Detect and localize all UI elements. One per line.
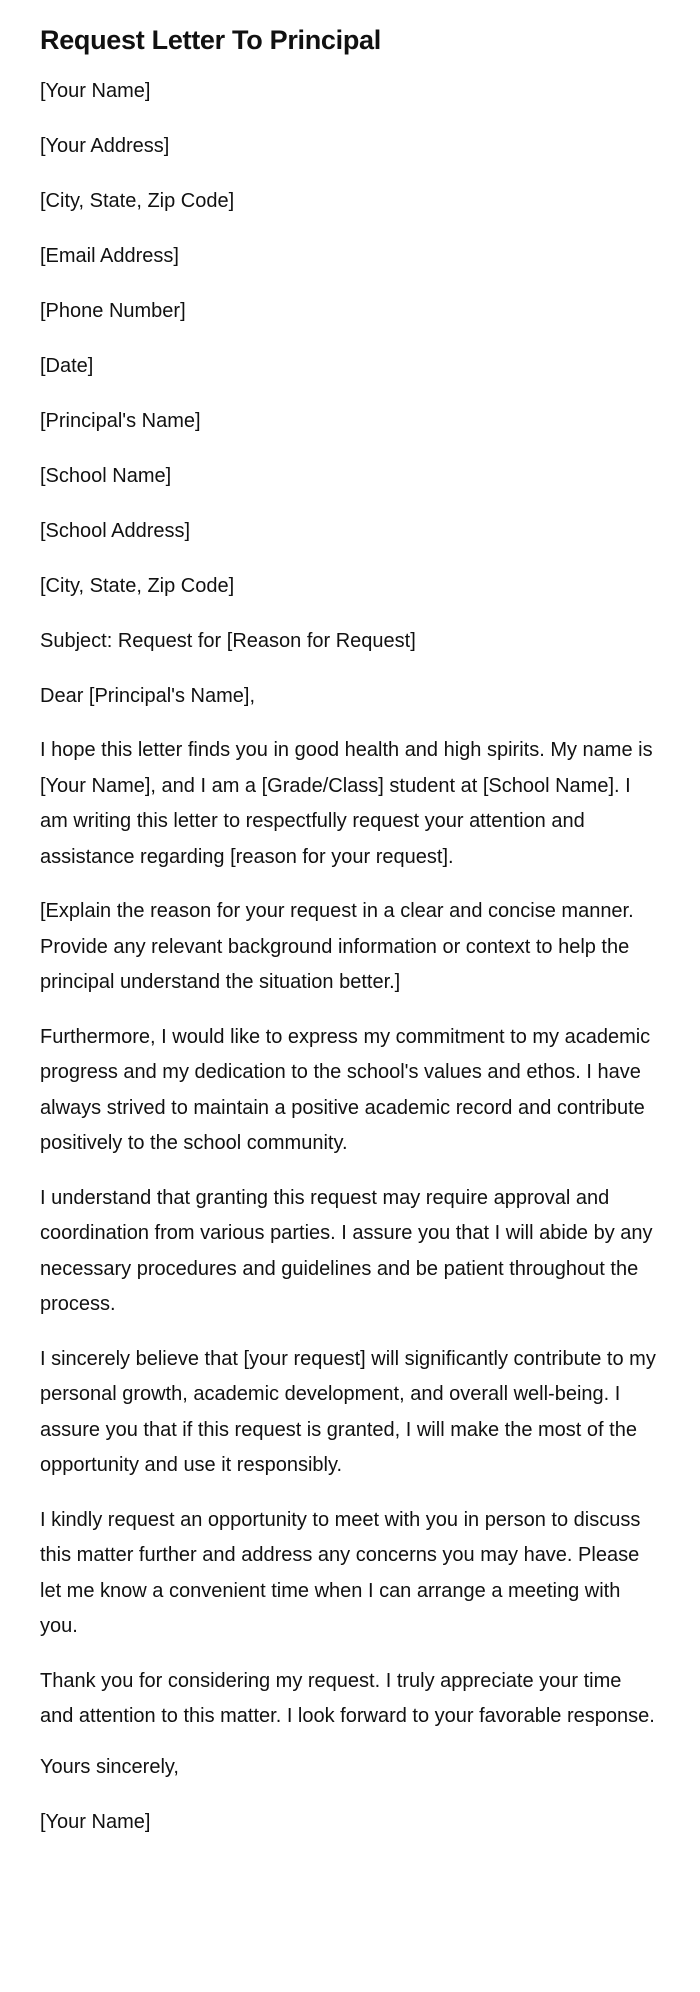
signature-name: [Your Name] bbox=[40, 1810, 151, 1833]
recipient-school: [School Name] bbox=[40, 465, 172, 487]
body-paragraph: [Explain the reason for your request in a clear and concise manner. Provide any relevant background information or context to help the principal understand the situation better.] bbox=[40, 900, 634, 993]
body-paragraph: I kindly request an opportunity to meet with you in person to discuss this matter further and address any concerns you may have. Please let me know a convenient time when I can arrange a meeting with you. bbox=[40, 1508, 641, 1637]
page-title: Request Letter To Principal bbox=[40, 25, 381, 55]
body-paragraph: Furthermore, I would like to express my commitment to my academic progress and my dedication to the school's values and ethos. I have always strived to maintain a positive academic record and contribute positively to the school community. bbox=[40, 1025, 651, 1154]
body-paragraph: I sincerely believe that [your request] will significantly contribute to my personal growth, academic development, and overall well-being. I assure you that if this request is granted, I will make the most of the opportunity and use it responsibly. bbox=[40, 1347, 656, 1476]
sender-city-state-zip: [City, State, Zip Code] bbox=[40, 190, 235, 212]
letter-date: [Date] bbox=[40, 355, 94, 377]
body-paragraph: I understand that granting this request may require approval and coordination from various parties. I assure you that I will abide by any necessary procedures and guidelines and be patient throughout the process. bbox=[40, 1186, 653, 1315]
recipient-name: [Principal's Name] bbox=[40, 410, 201, 432]
sender-address: [Your Address] bbox=[40, 135, 170, 157]
body-paragraph: Thank you for considering my request. I truly appreciate your time and attention to this matter. I look forward to your favorable response. bbox=[40, 1669, 655, 1727]
recipient-city-state-zip: [City, State, Zip Code] bbox=[40, 575, 235, 597]
sender-email: [Email Address] bbox=[40, 245, 179, 267]
recipient-address: [School Address] bbox=[40, 520, 191, 542]
sender-phone: [Phone Number] bbox=[40, 300, 186, 322]
sender-name: [Your Name] bbox=[40, 80, 151, 102]
closing: Yours sincerely, bbox=[40, 1755, 179, 1778]
body-paragraph: I hope this letter finds you in good health and high spirits. My name is [Your Name], and I am a [Grade/Class] student at [School Name]. I am writing this letter to respectfully request your attention and assistance regarding [reason for your request]. bbox=[40, 739, 653, 868]
salutation: Dear [Principal's Name], bbox=[40, 685, 255, 707]
subject-line: Subject: Request for [Reason for Request] bbox=[40, 630, 416, 652]
